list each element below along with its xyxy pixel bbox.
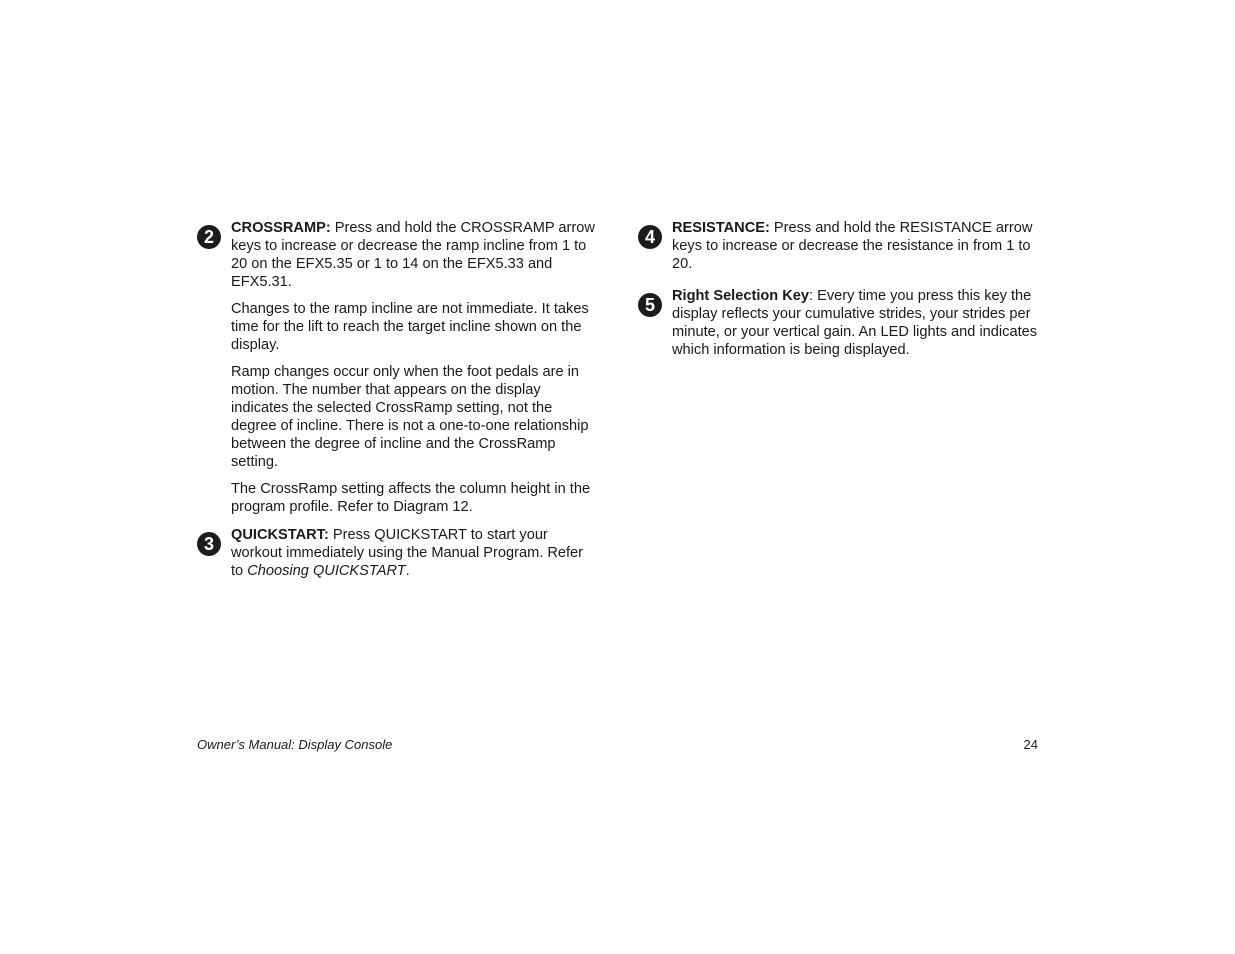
- right-selection-key-description: [672, 287, 1038, 359]
- footer-title: Owner’s Manual: Display Console: [197, 737, 393, 752]
- crossramp-term: CROSSRAMP:: [231, 220, 331, 236]
- number-5-icon: 5: [638, 293, 662, 317]
- crossramp-para-3: Ramp changes occur only when the foot pedals are in motion. The number that appears on the display indicates the selected CrossRamp setting, not the degree of incline. There is not a one-to-one relationship between the degree of incline and the CrossRamp setting.: [231, 364, 589, 470]
- number-4-icon: 4: [638, 225, 662, 249]
- right-selection-key-item: [638, 287, 1038, 359]
- page-number: 24: [1023, 737, 1038, 752]
- resistance-item: [638, 219, 1038, 273]
- crossramp-item: [197, 219, 597, 516]
- quickstart-text: Press QUICKSTART to start your workout immediately using the Manual Program. Refer to: [231, 527, 584, 579]
- crossramp-para-4: The CrossRamp setting affects the column height in the program profile. Refer to Diagram 12.: [231, 481, 591, 515]
- quickstart-reference: Choosing QUICKSTART: [247, 563, 406, 579]
- crossramp-description: [231, 219, 597, 291]
- crossramp-para-2: Changes to the ramp incline are not immediate. It takes time for the lift to reach the target incline shown on the display.: [231, 301, 589, 353]
- quickstart-term: QUICKSTART:: [231, 527, 329, 543]
- quickstart-description: [231, 526, 597, 580]
- quickstart-item: [197, 526, 597, 580]
- resistance-term: RESISTANCE:: [672, 220, 770, 236]
- right-column: [638, 219, 1038, 359]
- right-selection-key-term: Right Selection Key: [672, 288, 810, 304]
- number-3-icon: 3: [197, 532, 221, 556]
- quickstart-end: .: [405, 563, 410, 579]
- left-column: [197, 219, 597, 580]
- resistance-text: Press and hold the RESISTANCE arrow keys to increase or decrease the resistance in from 1 to 20.: [672, 220, 1033, 272]
- number-2-icon: 2: [197, 225, 221, 249]
- resistance-description: [672, 219, 1038, 273]
- crossramp-text: Press and hold the CROSSRAMP arrow keys to increase or decrease the ramp incline from 1 to 20 on the EFX5.35 or 1 to 14 on the EFX5.33 and EFX5.31.: [231, 220, 595, 290]
- right-selection-key-text: : Every time you press this key the display reflects your cumulative strides, your strides per minute, or your vertical gain. An LED lights and indicates which information is being displayed.: [672, 288, 1038, 358]
